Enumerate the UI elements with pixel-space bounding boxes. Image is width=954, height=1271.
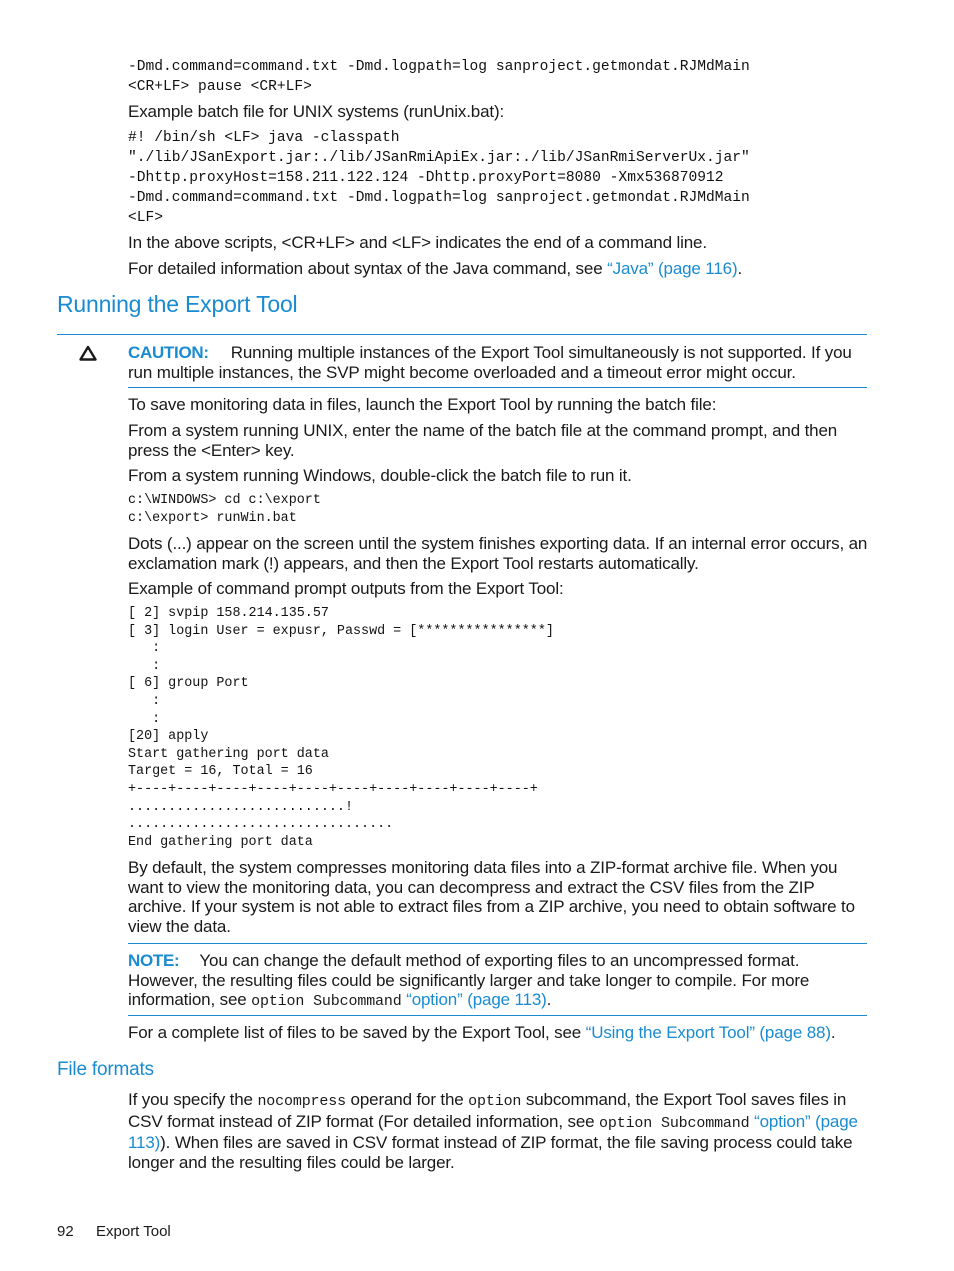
nocompress-code: nocompress xyxy=(257,1093,346,1110)
note-text: You can change the default method of exporting files to an uncompressed format. However, the resulting files could be significantly larger and take longer to compile. For more information, see xyxy=(128,951,810,1009)
java-page-link[interactable]: “Java” (page 116) xyxy=(607,259,738,278)
code-block-batch-windows-end: -Dmd.command=command.txt -Dmd.logpath=log sanproject.getmondat.RJMdMain <CR+LF> pause <CR+LF> xyxy=(128,59,750,95)
subsection-heading-file-formats: File formats xyxy=(57,1059,154,1080)
caution-triangle-icon xyxy=(79,345,97,361)
file-formats-text-2: operand for the xyxy=(345,1090,469,1109)
complete-list-text: For a complete list of files to be saved by the Export Tool, see xyxy=(128,1023,586,1042)
note-period: . xyxy=(546,990,552,1009)
file-formats-text-1: If you specify the xyxy=(128,1090,258,1109)
code-block-windows-commands: c:\WINDOWS> cd c:\export c:\export> runWin.bat xyxy=(128,493,321,526)
caution-text: Running multiple instances of the Export Tool simultaneously is not supported. If you run multiple instances, the SVP might become overloaded and a timeout error might occur. xyxy=(128,343,852,382)
section-rule xyxy=(57,334,867,335)
option-subcommand-code: option Subcommand xyxy=(599,1114,750,1132)
paragraph-file-formats xyxy=(128,1090,868,1172)
note-label: NOTE: xyxy=(128,951,180,970)
paragraph-unix-example: Example batch file for UNIX systems (runUnix.bat): xyxy=(128,102,505,121)
java-ref-period: . xyxy=(737,259,743,278)
caution-label: CAUTION: xyxy=(128,343,209,362)
paragraph-java-reference xyxy=(128,259,868,279)
paragraph-example-output: Example of command prompt outputs from the Export Tool: xyxy=(128,579,564,598)
java-ref-text: For detailed information about syntax of the Java command, see xyxy=(128,259,608,278)
paragraph-save-data: To save monitoring data in files, launch the Export Tool by running the batch file: xyxy=(128,395,717,414)
note-box xyxy=(128,951,868,1012)
code-block-command-output: [ 2] svpip 158.214.135.57 [ 3] login User = expusr, Passwd = [****************] : : [ 6] group Port : : [20] apply Start gathering port data Target = 16, Total = 16 +----+----+----+----+----+----+----+----+----+----+ ...........................! ................................. End gathering port data xyxy=(128,606,554,850)
paragraph-unix-run: From a system running UNIX, enter the name of the batch file at the command prompt, and then press the <Enter> key. xyxy=(128,421,838,460)
note-top-rule xyxy=(128,943,867,944)
note-code: option Subcommand xyxy=(251,993,402,1010)
file-formats-text-5: ). When files are saved in CSV format instead of ZIP format, the file saving process could take longer and the resulting files could be larger. xyxy=(128,1133,853,1172)
paragraph-dots: Dots (...) appear on the screen until the system finishes exporting data. If an internal error occurs, an exclamation mark (!) appears, and then the Export Tool restarts automatically. xyxy=(128,534,868,573)
note-bottom-rule xyxy=(128,1015,867,1016)
using-export-tool-link[interactable]: “Using the Export Tool” (page 88) xyxy=(585,1023,831,1042)
paragraph-compression: By default, the system compresses monitoring data files into a ZIP-format archive file. When you want to view the monitoring data, you can decompress and extract the CSV files from the ZIP archive. If your system is not able to extract files from a ZIP archive, you need to obtain software to view the data. xyxy=(128,858,855,936)
option-page-link-2[interactable]: “option” (page 113) xyxy=(128,1111,858,1152)
footer-page-number: 92 xyxy=(57,1223,74,1240)
complete-list-period: . xyxy=(830,1023,836,1042)
code-block-unix-batch: #! /bin/sh <LF> java -classpath "./lib/JSanExport.jar:./lib/JSanRmiApiEx.jar:./lib/JSanRmiServerUx.jar" -Dhttp.proxyHost=158.211.122.124 -Dhttp.proxyPort=8080 -Xmx536870912 -Dmd.command=command.txt -Dmd.logpath=log sanproject.getmondat.RJMdMain <LF> xyxy=(128,130,750,226)
paragraph-windows-run: From a system running Windows, double-click the batch file to run it. xyxy=(128,466,632,485)
paragraph-complete-list xyxy=(128,1023,868,1043)
file-formats-text-3: subcommand, the Export Tool saves files in CSV format instead of ZIP format (For detailed information, see xyxy=(128,1090,847,1131)
caution-box xyxy=(128,343,868,382)
option-code: option xyxy=(468,1093,522,1110)
footer-chapter-title: Export Tool xyxy=(96,1223,171,1240)
caution-bottom-rule xyxy=(128,387,867,388)
option-page-link[interactable]: “option” (page 113) xyxy=(406,990,547,1009)
section-heading-running-export-tool: Running the Export Tool xyxy=(57,291,298,317)
paragraph-end-of-line: In the above scripts, <CR+LF> and <LF> indicates the end of a command line. xyxy=(128,233,707,252)
